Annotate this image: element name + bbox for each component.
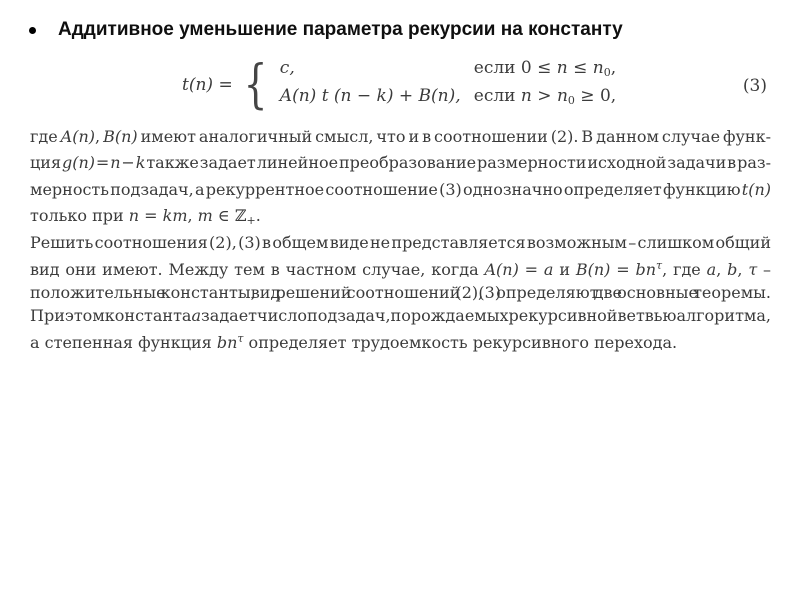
text-line — [30, 203, 771, 234]
text-segment: и — [553, 260, 576, 279]
text-line-content — [30, 233, 771, 252]
equation-cases — [280, 57, 616, 112]
text-line-content — [30, 206, 261, 228]
paragraph-2 — [30, 231, 771, 354]
text-segment: a — [706, 260, 717, 279]
text-line — [30, 281, 771, 304]
text-segment: t(n) — [182, 74, 214, 95]
text-segment: положительные константы, вид решений соотношений (2), (3) определяют две основные теоремы. — [30, 283, 772, 302]
text-segment: τ — [748, 260, 758, 279]
subscript: 0 — [603, 66, 611, 79]
text-segment: A(n) t (n − k) + B(n), — [279, 85, 461, 106]
text-segment: B(n) = bn — [575, 260, 657, 279]
text-line-content — [30, 180, 771, 199]
text-segment: , — [737, 260, 749, 279]
text-segment: , — [610, 58, 617, 78]
text-segment: A(n) = a — [484, 260, 554, 279]
text-line-content — [30, 283, 771, 302]
text-segment: > — [531, 85, 557, 106]
subscript: + — [246, 214, 256, 228]
text-segment: A(n) — [60, 127, 96, 146]
text-segment: . — [255, 206, 261, 226]
subscript: 0 — [567, 93, 575, 107]
text-line — [30, 327, 771, 354]
case-expression — [280, 57, 474, 85]
text-segment: Решить соотношения (2), (3) в общем виде не представляется возможным – слишком общий — [30, 233, 772, 252]
text-segment: , — [95, 127, 104, 146]
text-segment: вид они имеют. Между тем в частном случае, когда — [30, 260, 485, 279]
slide-title-row — [29, 19, 623, 41]
text-segment: если — [473, 85, 521, 106]
text-segment: a — [191, 306, 202, 325]
text-segment: если 0 ≤ — [473, 58, 557, 78]
text-segment: – — [757, 260, 772, 279]
text-line — [30, 231, 771, 254]
text-segment: определяет трудоемкость рекурсивного перехода. — [243, 333, 678, 352]
text-segment: c, — [279, 58, 295, 78]
text-segment: мерность подзадач, а рекуррентное соотношение (3) однозначно определяет функцию — [30, 179, 742, 199]
text-segment: g(n) = n − k — [61, 153, 146, 173]
case-expression — [280, 85, 474, 113]
text-segment: имеют аналогичный смысл, что и в соотношении (2). В данном случае функ- — [137, 127, 772, 146]
text-segment: b — [727, 260, 738, 279]
case-condition — [474, 85, 616, 113]
text-segment: ≤ — [567, 58, 593, 78]
text-segment: m — [197, 206, 213, 226]
text-line — [30, 150, 771, 176]
text-segment: n — [556, 85, 568, 106]
equation-number: (3) — [742, 76, 767, 96]
text-segment: , — [716, 260, 728, 279]
text-line — [30, 177, 771, 203]
text-segment: При этом константа — [30, 306, 192, 325]
case-condition — [474, 57, 616, 85]
bullet-icon — [29, 27, 36, 34]
text-line — [30, 304, 771, 327]
text-segment: , где — [662, 260, 707, 279]
text-segment: только при — [30, 206, 129, 226]
text-segment: t(n) — [741, 179, 771, 199]
text-segment: , — [187, 206, 198, 226]
text-line — [30, 254, 771, 281]
superscript: τ — [656, 259, 663, 272]
text-line-content — [30, 306, 771, 325]
text-segment: задает число подзадач, порождаемых рекурсивной ветвью алгоритма, — [201, 306, 772, 325]
text-line-content — [30, 260, 771, 279]
equation-lhs — [182, 75, 233, 95]
equation-3 — [182, 54, 617, 115]
text-segment: n — [520, 85, 532, 106]
text-line-content — [30, 153, 771, 172]
text-segment: ≥ 0, — [574, 85, 617, 106]
text-segment: bn — [216, 333, 238, 352]
text-line — [30, 124, 771, 150]
text-segment: ∈ ℤ — [212, 206, 247, 226]
paragraph-1 — [30, 124, 771, 235]
left-brace: { — [243, 54, 268, 115]
slide-title: Аддитивное уменьшение параметра рекурсии на константу — [58, 19, 623, 40]
text-segment: = — [213, 74, 233, 95]
text-segment: n = km — [128, 206, 188, 226]
superscript: τ — [237, 332, 244, 345]
text-segment: также задает линейное преобразование размерности исходной задачи в раз- — [145, 153, 771, 173]
text-segment: а степенная функция — [30, 333, 217, 352]
text-line-content — [30, 333, 677, 352]
text-line-content — [30, 127, 771, 146]
text-segment: где — [30, 127, 61, 146]
text-segment: ция — [30, 153, 62, 173]
text-segment: n — [592, 58, 604, 78]
text-segment: n — [556, 58, 568, 78]
text-segment: B(n) — [103, 127, 138, 146]
